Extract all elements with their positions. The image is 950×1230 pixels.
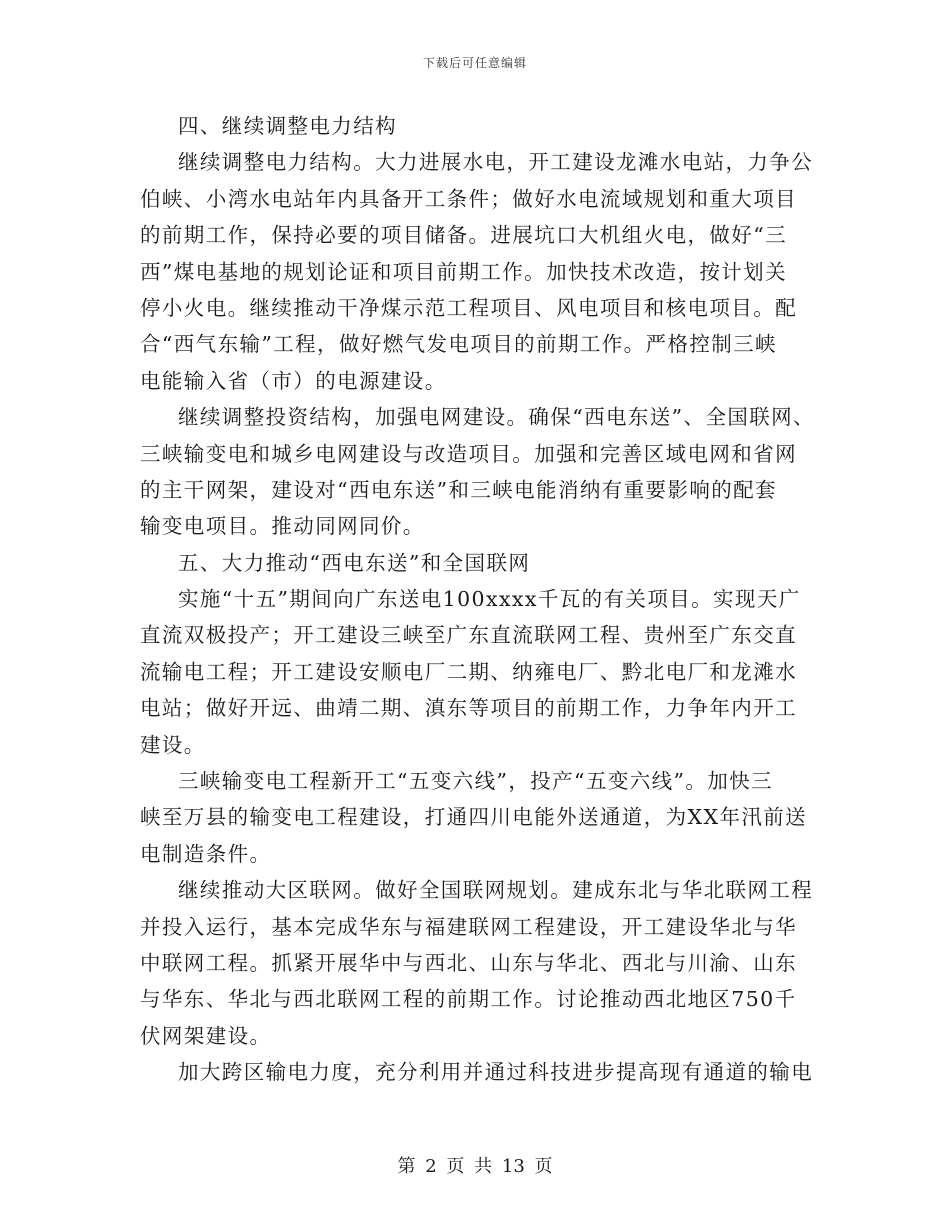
text-line: 四、继续调整电力结构: [178, 114, 397, 138]
text-line: 实施“十五”期间向广东送电100xxxx千瓦的有关项目。实现天广: [178, 587, 801, 612]
text-line: 三峡输变电和城乡电网建设与改造项目。加强和完善区域电网和省网: [140, 441, 797, 466]
text-line: 继续调整投资结构，加强电网建设。确保“西电东送”、全国联网、: [178, 405, 815, 430]
text-line: 输变电项目。推动同网同价。: [140, 514, 425, 539]
text-line: 峡至万县的输变电工程建设，打通四川电能外送通道，为XX年汛前送: [140, 805, 808, 830]
text-line: 伯峡、小湾水电站年内具备开工条件；做好水电流域规划和重大项目: [140, 186, 797, 211]
text-line: 停小火电。继续推动干净煤示范工程项目、风电项目和核电项目。配: [140, 295, 797, 320]
text-line: 与华东、华北与西北联网工程的前期工作。讨论推动西北地区750千: [140, 987, 797, 1012]
text-line: 建设。: [140, 732, 206, 757]
text-line: 西”煤电基地的规划论证和项目前期工作。加快技术改造，按计划关: [140, 259, 787, 284]
text-line: 三峡输变电工程新开工“五变六线”，投产“五变六线”。加快三: [178, 769, 774, 794]
footer-prefix: 第: [397, 1156, 416, 1177]
text-line: 流输电工程；开工建设安顺电厂二期、纳雍电厂、黔北电厂和龙滩水: [140, 659, 797, 684]
text-line: 五、大力推动“西电东送”和全国联网: [178, 550, 531, 575]
text-line: 继续推动大区联网。做好全国联网规划。建成东北与华北联网工程: [178, 878, 814, 903]
text-line: 伏网架建设。: [140, 1023, 272, 1048]
text-line: 直流双极投产；开工建设三峡至广东直流联网工程、贵州至广东交直: [140, 623, 797, 648]
text-line: 电制造条件。: [140, 841, 272, 866]
page-header: 下载后可任意编辑: [422, 56, 527, 70]
text-line: 中联网工程。抓紧开展华中与西北、山东与华北、西北与川渝、山东: [140, 950, 797, 975]
text-line: 加大跨区输电力度，充分利用并通过科技进步提高现有通道的输电: [178, 1060, 814, 1085]
footer-middle: 页 共: [446, 1156, 493, 1177]
text-line: 电能输入省（市）的电源建设。: [140, 368, 447, 393]
footer-page-number: 2: [425, 1156, 437, 1177]
text-line: 电站；做好开远、曲靖二期、滇东等项目的前期工作，力争年内开工: [140, 696, 797, 721]
page-footer: [0, 1152, 950, 1178]
footer-suffix: 页: [534, 1156, 553, 1177]
text-line: 继续调整电力结构。大力进展水电，开工建设龙滩水电站，力争公: [178, 150, 814, 175]
document-body: [140, 108, 820, 1091]
text-line: 的主干网架，建设对“西电东送”和三峡电能消纳有重要影响的配套: [140, 477, 777, 502]
footer-total-pages: 13: [501, 1156, 525, 1177]
text-line: 合“西气东输”工程，做好燃气发电项目的前期工作。严格控制三峡: [140, 332, 777, 357]
text-line: 并投入运行，基本完成华东与福建联网工程建设，开工建设华北与华: [140, 914, 797, 939]
text-line: 的前期工作，保持必要的项目储备。进展坑口大机组火电，做好“三: [140, 223, 787, 248]
